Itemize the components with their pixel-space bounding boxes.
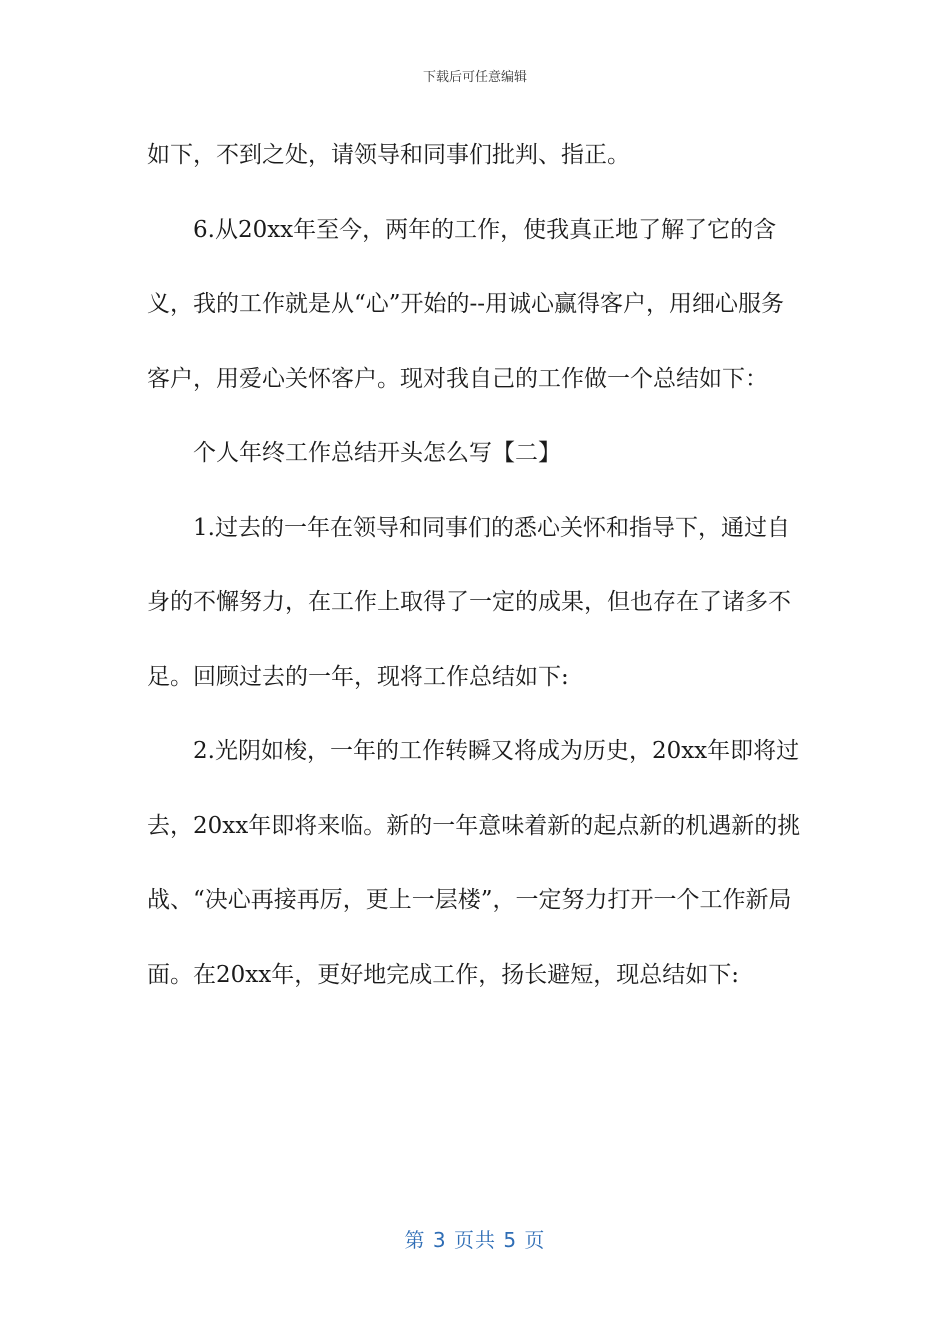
paragraph-1: 如下，不到之处，请领导和同事们批判、指正。 [147,142,630,168]
section-heading: 个人年终工作总结开头怎么写【二】 [193,440,561,466]
paragraph-4: 2.光阴如梭，一年的工作转瞬又将成为历史，20xx年即将过去，20xx年即将来临。新的一年意味着新的起点新的机遇新的挑战、“决心再接再厉，更上一层楼”，一定努力打开一个工作新局面。在20xx年，更好地完成工作，扬长避短，现总结如下: [147,738,801,988]
paragraph-2: 6.从20xx年至今，两年的工作，使我真正地了解了它的含义，我的工作就是从“心”开始的--用诚心赢得客户，用细心服务客户，用爱心关怀客户。现对我自己的工作做一个总结如下： [147,216,785,392]
page-header: 下载后可任意编辑 [422,70,527,85]
document-body [147,118,807,1012]
page-number-footer: 第 3 页共 5 页 [404,1228,546,1252]
paragraph-3: 1.过去的一年在领导和同事们的悉心关怀和指导下，通过自身的不懈努力，在工作上取得了一定的成果，但也存在了诸多不足。回顾过去的一年，现将工作总结如下: [147,514,791,690]
